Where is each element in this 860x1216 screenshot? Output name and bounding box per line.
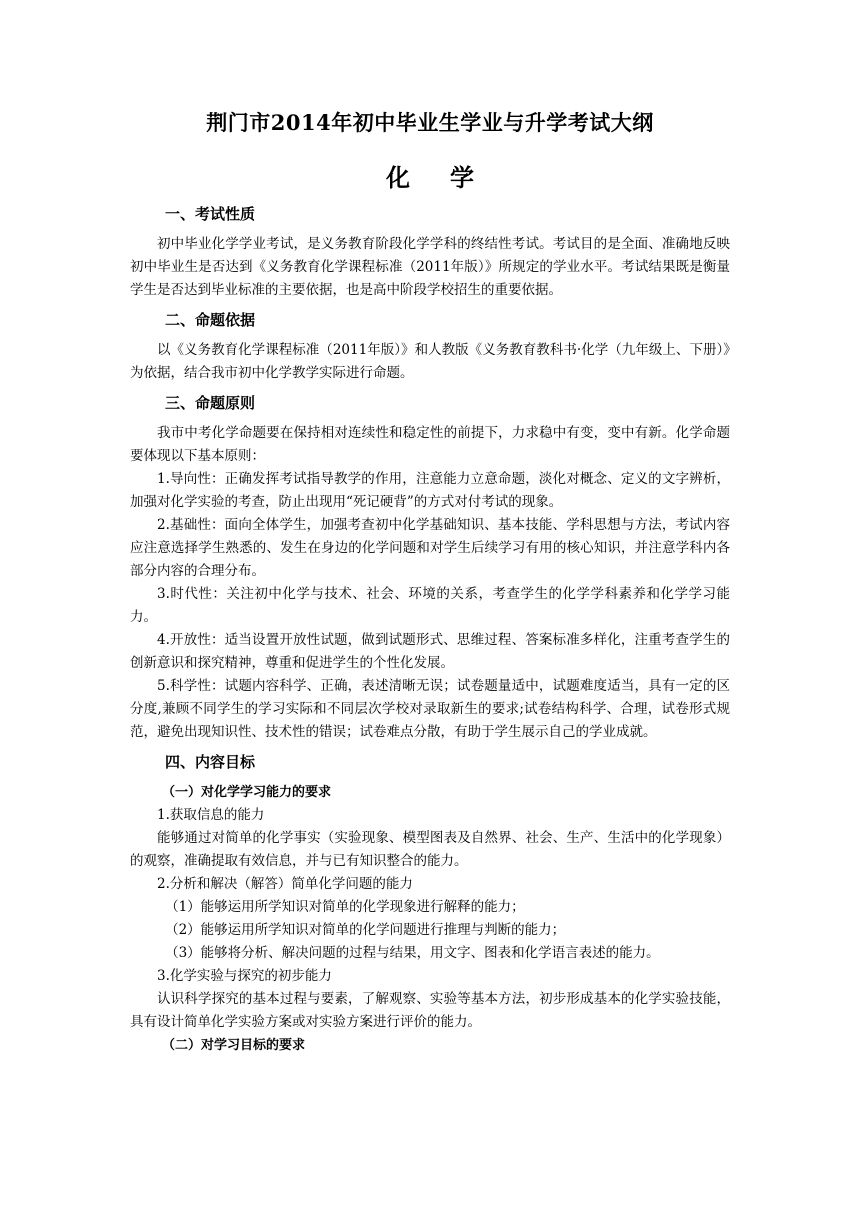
paragraph-principles-intro: 我市中考化学命题要在保持相对连续性和稳定性的前提下，力求稳中有变，变中有新。化学命题要体现以下基本原则： (130, 425, 730, 464)
principle-item-guidance: 1.导向性：正确发挥考试指导教学的作用，注意能力立意命题，淡化对概念、定义的文字辨析，加强对化学实验的考查，防止出现用“死记硬背”的方式对付考试的现象。 (130, 471, 730, 510)
paragraph-nature: 初中毕业化学学业考试，是义务教育阶段化学学科的终结性考试。考试目的是全面、准确地反映初中毕业生是否达到《义务教育化学课程标准（2011年版）》所规定的学业水平。考试结果既是衡量学生是否达到毕业标准的主要依据，也是高中阶段学校招生的重要依据。 (130, 236, 730, 298)
principle-item-openness: 4.开放性：适当设置开放性试题，做到试题形式、思维过程、答案标准多样化，注重考查学生的创新意识和探究精神，尊重和促进学生的个性化发展。 (130, 632, 730, 671)
section-heading-basis: 二、命题依据 (165, 311, 256, 329)
ability-3-text: 认识科学探究的基本过程与要素，了解观察、实验等基本方法，初步形成基本的化学实验技能，具有设计简单化学实验方案或对实验方案进行评价的能力。 (130, 991, 730, 1030)
document-title: 荆门市2014年初中毕业生学业与升学考试大纲 (206, 110, 654, 135)
document-page (130, 108, 730, 1057)
sub-heading-ability-requirements: （一）对化学学习能力的要求 (162, 785, 332, 800)
ability-2-item-1: （1）能够运用所学知识对简单的化学现象进行解释的能力； (165, 899, 525, 915)
paragraph-basis: 以《义务教育化学课程标准（2011年版）》和人教版《义务教育教科书·化学（九年级上、下册）》为依据，结合我市初中化学教学实际进行命题。 (130, 342, 730, 381)
principle-item-scientific: 5.科学性：试题内容科学、正确，表述清晰无误；试卷题量适中，试题难度适当，具有一定的区分度,兼顾不同学生的学习实际和不同层次学校对录取新生的要求;试卷结构科学、合理，试卷形式规范，避免出现知识性、技术性的错误；试卷难点分散，有助于学生展示自己的学业成就。 (130, 678, 730, 740)
section-heading-principles: 三、命题原则 (165, 394, 256, 412)
principle-item-foundation: 2.基础性：面向全体学生，加强考查初中化学基础知识、基本技能、学科思想与方法，考试内容应注意选择学生熟悉的、发生在身边的化学问题和对学生后续学习有用的核心知识，并注意学科内各部分内容的合理分布。 (130, 517, 730, 579)
sub-heading-learning-goals: （二）对学习目标的要求 (162, 1038, 306, 1053)
ability-3-title: 3.化学实验与探究的初步能力 (157, 968, 332, 984)
ability-2-item-3: （3）能够将分析、解决问题的过程与结果，用文字、图表和化学语言表述的能力。 (165, 945, 660, 961)
ability-1-text: 能够通过对简单的化学事实（实验现象、模型图表及自然界、社会、生产、生活中的化学现象）的观察，准确提取有效信息，并与已有知识整合的能力。 (130, 830, 730, 869)
ability-2-title: 2.分析和解决（解答）简单化学问题的能力 (157, 876, 413, 892)
section-heading-goals: 四、内容目标 (165, 753, 256, 771)
ability-1-title: 1.获取信息的能力 (157, 807, 265, 823)
subject-title: 化学 (386, 163, 514, 192)
section-heading-nature: 一、考试性质 (165, 205, 256, 223)
principle-item-timeliness: 3.时代性：关注初中化学与技术、社会、环境的关系，考查学生的化学学科素养和化学学习能力。 (130, 586, 730, 625)
ability-2-item-2: （2）能够运用所学知识对简单的化学问题进行推理与判断的能力； (165, 922, 566, 938)
